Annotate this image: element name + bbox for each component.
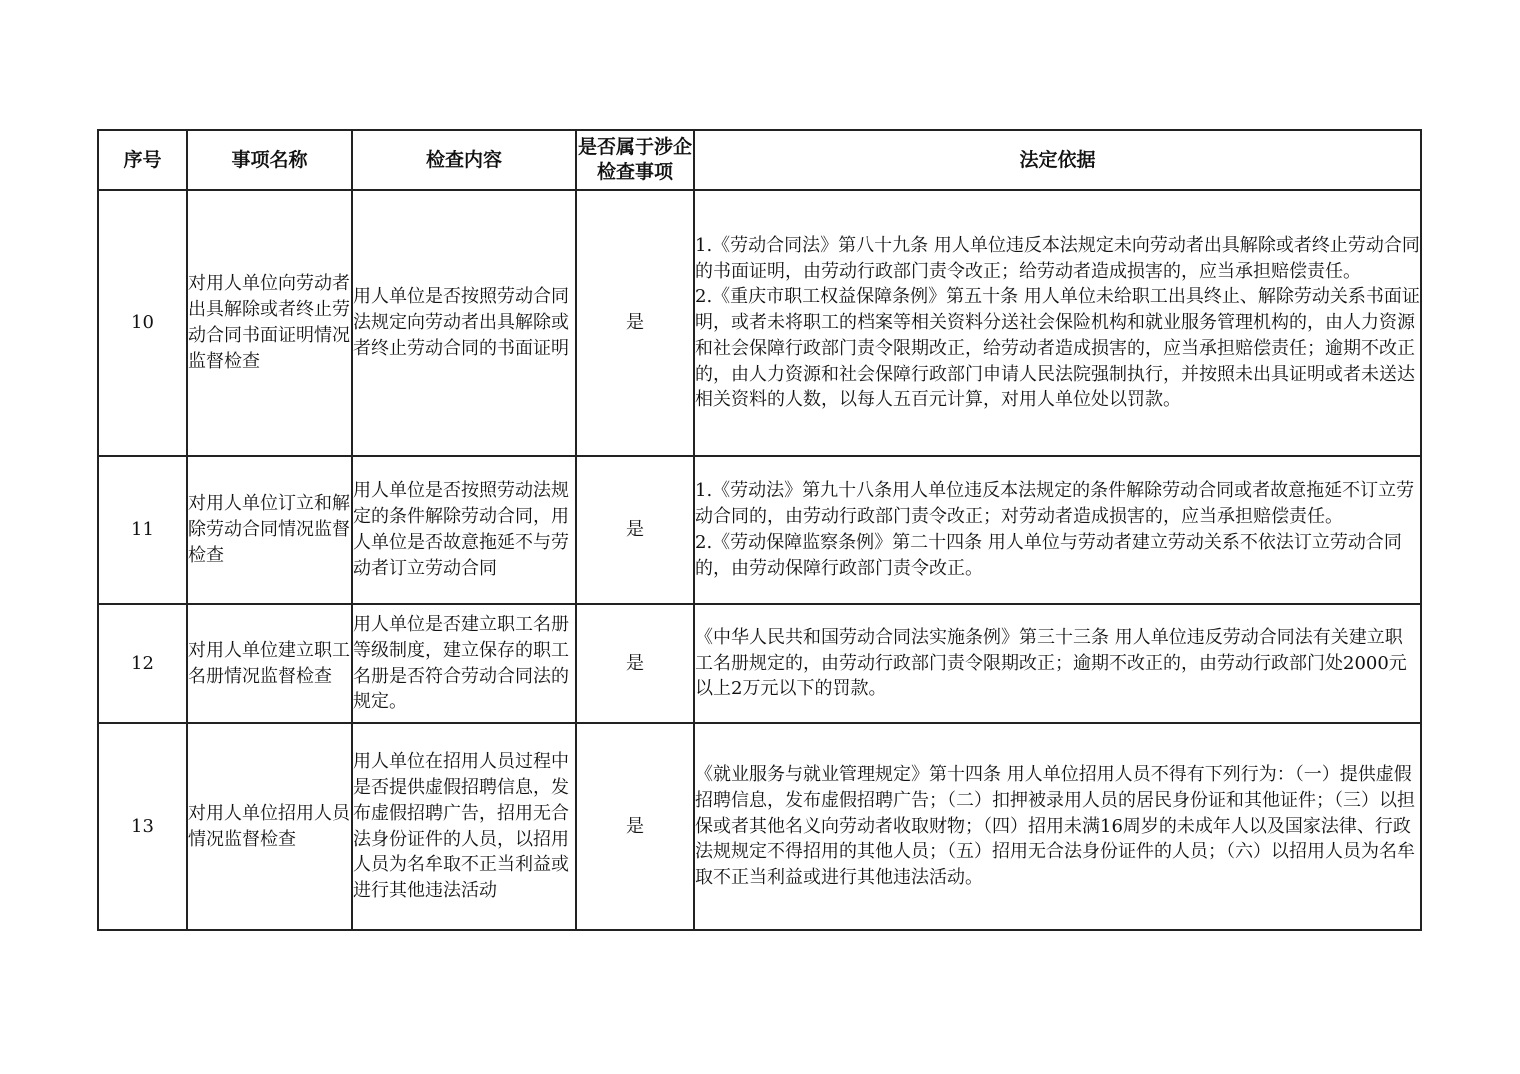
header-enterprise: 是否属于涉企检查事项 — [576, 130, 694, 190]
row-basis — [694, 456, 1421, 604]
row-seq: 12 — [98, 604, 187, 723]
row-basis — [694, 190, 1421, 456]
basis-item: 《就业服务与就业管理规定》第十四条 用人单位招用人员不得有下列行为：（一）提供虚假招聘信息，发布虚假招聘广告；（二）扣押被录用人员的居民身份证和其他证件；（三）以担保或者其他名义向劳动者收取财物；（四）招用未满16周岁的未成年人以及国家法律、行政法规规定不得招用的其他人员；（五）招用无合法身份证件的人员；（六）以招用人员为名牟取不正当利益或进行其他违法活动。 — [695, 764, 1415, 889]
row-enterprise: 是 — [576, 604, 694, 723]
row-name: 对用人单位招用人员情况监督检查 — [187, 723, 352, 930]
basis-item: 1.《劳动法》第九十八条用人单位违反本法规定的条件解除劳动合同或者故意拖延不订立劳动合同的，由劳动行政部门责令改正；对劳动者造成损害的，应当承担赔偿责任。 — [695, 480, 1415, 528]
header-name: 事项名称 — [187, 130, 352, 190]
basis-item: 《中华人民共和国劳动合同法实施条例》第三十三条 用人单位违反劳动合同法有关建立职工名册规定的，由劳动行政部门责令限期改正；逾期不改正的，由劳动行政部门处2000元以上2万元以下的罚款。 — [695, 626, 1407, 700]
row-enterprise: 是 — [576, 456, 694, 604]
header-content: 检查内容 — [352, 130, 576, 190]
row-seq: 13 — [98, 723, 187, 930]
row-content: 用人单位是否按照劳动法规定的条件解除劳动合同，用人单位是否故意拖延不与劳动者订立劳动合同 — [352, 456, 576, 604]
regulation-table — [97, 129, 1422, 931]
basis-item: 1.《劳动合同法》第八十九条 用人单位违反本法规定未向劳动者出具解除或者终止劳动合同的书面证明，由劳动行政部门责令改正；给劳动者造成损害的，应当承担赔偿责任。 — [695, 234, 1420, 282]
table-row — [98, 604, 1421, 723]
row-seq: 10 — [98, 190, 187, 456]
basis-item: 2.《劳动保障监察条例》第二十四条 用人单位与劳动者建立劳动关系不依法订立劳动合同的，由劳动保障行政部门责令改正。 — [695, 532, 1402, 579]
table-row — [98, 456, 1421, 604]
row-content: 用人单位是否按照劳动合同法规定向劳动者出具解除或者终止劳动合同的书面证明 — [352, 190, 576, 456]
row-seq: 11 — [98, 456, 187, 604]
row-basis — [694, 723, 1421, 930]
row-basis — [694, 604, 1421, 723]
row-name: 对用人单位建立职工名册情况监督检查 — [187, 604, 352, 723]
basis-item: 2.《重庆市职工权益保障条例》第五十条 用人单位未给职工出具终止、解除劳动关系书面证明，或者未将职工的档案等相关资料分送社会保险机构和就业服务管理机构的，由人力资源和社会保障行政部门责令限期改正，给劳动者造成损害的，应当承担赔偿责任；逾期不改正的，由人力资源和社会保障行政部门申请人民法院强制执行，并按照未出具证明或者未送达相关资料的人数，以每人五百元计算，对用人单位处以罚款。 — [695, 286, 1420, 411]
row-content: 用人单位是否建立职工名册等级制度，建立保存的职工名册是否符合劳动合同法的规定。 — [352, 604, 576, 723]
header-basis: 法定依据 — [694, 130, 1421, 190]
row-enterprise: 是 — [576, 190, 694, 456]
row-name: 对用人单位向劳动者出具解除或者终止劳动合同书面证明情况监督检查 — [187, 190, 352, 456]
row-content: 用人单位在招用人员过程中是否提供虚假招聘信息，发布虚假招聘广告，招用无合法身份证件的人员，以招用人员为名牟取不正当利益或进行其他违法活动 — [352, 723, 576, 930]
header-seq: 序号 — [98, 130, 187, 190]
row-enterprise: 是 — [576, 723, 694, 930]
table-row — [98, 723, 1421, 930]
header-row — [98, 130, 1421, 190]
table-row — [98, 190, 1421, 456]
row-name: 对用人单位订立和解除劳动合同情况监督检查 — [187, 456, 352, 604]
